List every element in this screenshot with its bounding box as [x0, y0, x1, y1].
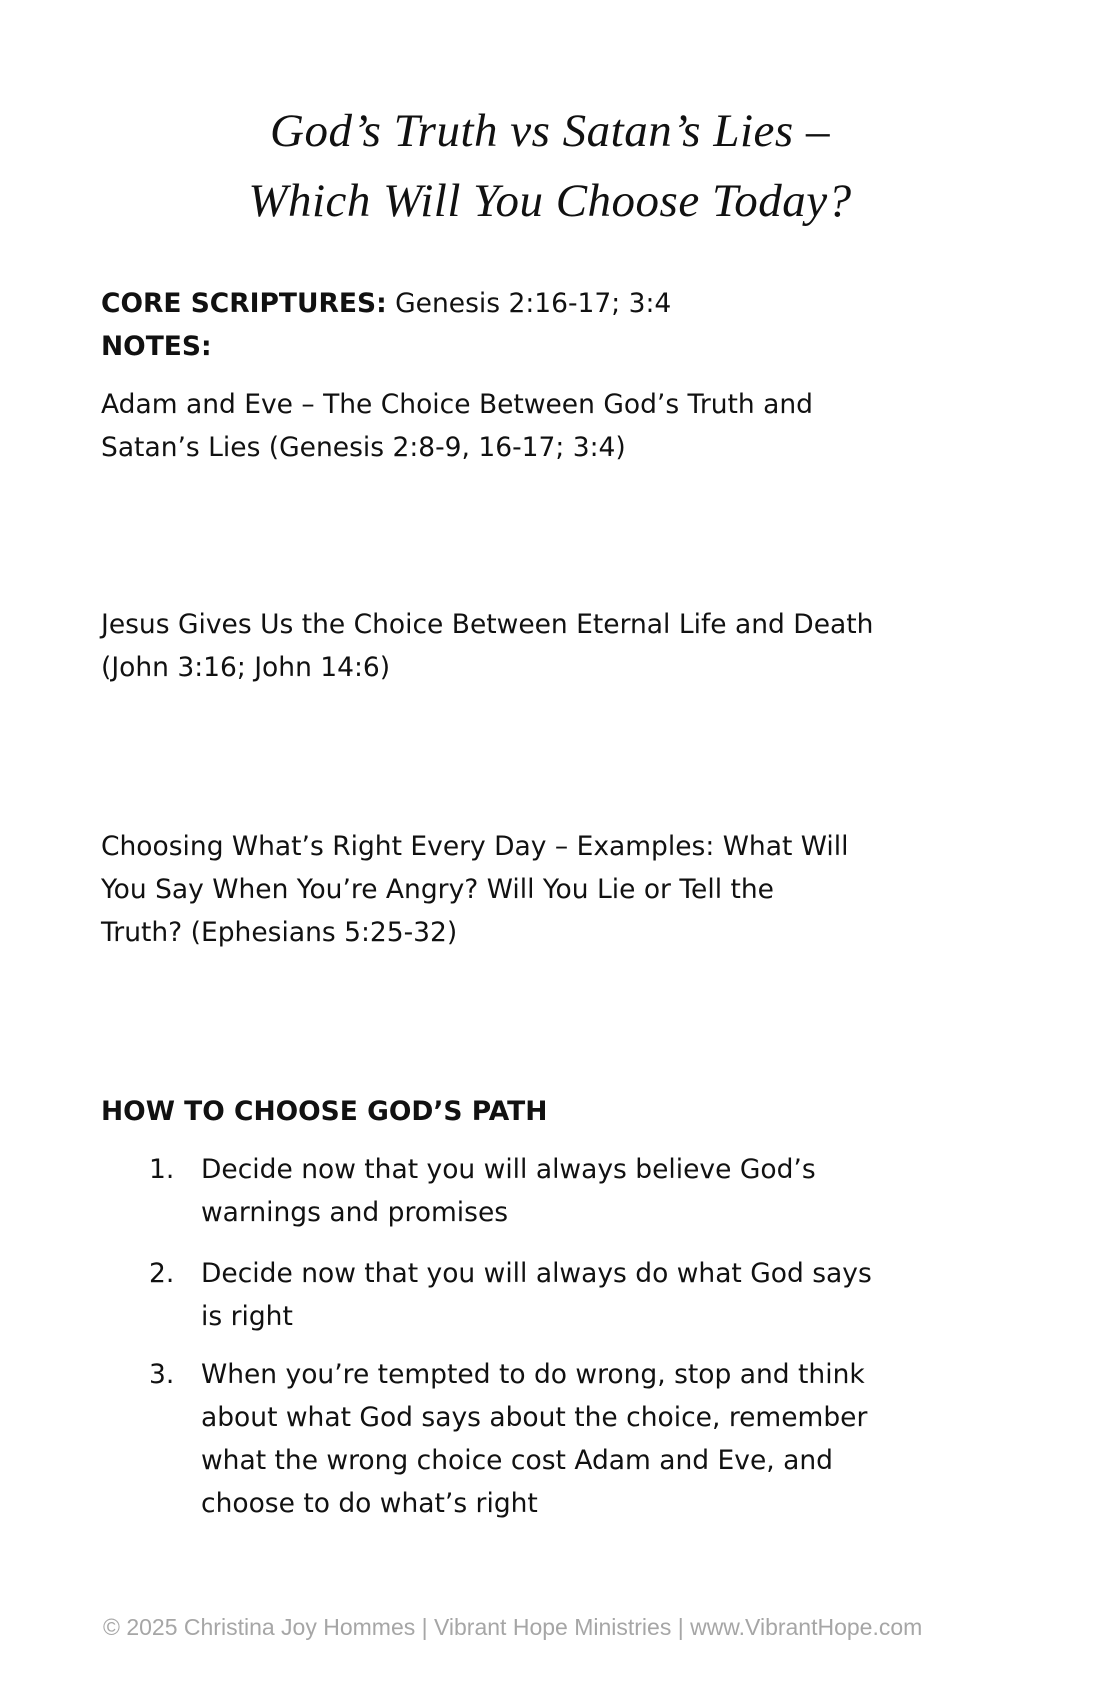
- note-line: Truth? (Ephesians 5:25-32): [101, 917, 458, 948]
- list-line: about what God says about the choice, remember: [201, 1402, 868, 1433]
- core-scriptures-value: Genesis 2:16-17; 3:4: [386, 288, 672, 319]
- note-section-choosing-right: [101, 825, 1011, 954]
- core-scriptures-label: CORE SCRIPTURES:: [101, 288, 387, 319]
- title-line-2: Which Will You Choose Today?: [248, 175, 852, 227]
- note-section-adam-eve: [101, 383, 1011, 469]
- list-line: what the wrong choice cost Adam and Eve, and: [201, 1445, 833, 1476]
- page-title: [0, 96, 1100, 236]
- list-line: is right: [201, 1301, 293, 1332]
- list-line: warnings and promises: [201, 1197, 509, 1228]
- title-line-1: God’s Truth vs Satan’s Lies –: [270, 105, 830, 157]
- list-text: [201, 1252, 872, 1338]
- core-scriptures: [101, 282, 1011, 368]
- note-section-jesus-choice: [101, 603, 1011, 689]
- how-to-heading: HOW TO CHOOSE GOD’S PATH: [101, 1096, 548, 1127]
- list-line: When you’re tempted to do wrong, stop and think: [201, 1359, 865, 1390]
- note-line: Adam and Eve – The Choice Between God’s Truth and: [101, 389, 813, 420]
- footer-copyright: © 2025 Christina Joy Hommes | Vibrant Hope Ministries | www.VibrantHope.com: [103, 1614, 923, 1640]
- note-line: Jesus Gives Us the Choice Between Eternal Life and Death: [101, 609, 874, 640]
- list-number: 1.: [149, 1154, 175, 1185]
- note-line: Choosing What’s Right Every Day – Examples: What Will: [101, 831, 849, 862]
- list-text: [201, 1353, 867, 1525]
- list-line: Decide now that you will always believe God’s: [201, 1154, 816, 1185]
- note-line: You Say When You’re Angry? Will You Lie or Tell the: [101, 874, 774, 905]
- list-line: Decide now that you will always do what God says: [201, 1258, 872, 1289]
- list-text: [201, 1148, 816, 1234]
- note-line: (John 3:16; John 14:6): [101, 652, 391, 683]
- notes-label: NOTES:: [101, 331, 212, 362]
- list-number: 3.: [149, 1359, 175, 1390]
- note-line: Satan’s Lies (Genesis 2:8-9, 16-17; 3:4): [101, 432, 626, 463]
- list-number: 2.: [149, 1258, 175, 1289]
- list-line: choose to do what’s right: [201, 1488, 538, 1519]
